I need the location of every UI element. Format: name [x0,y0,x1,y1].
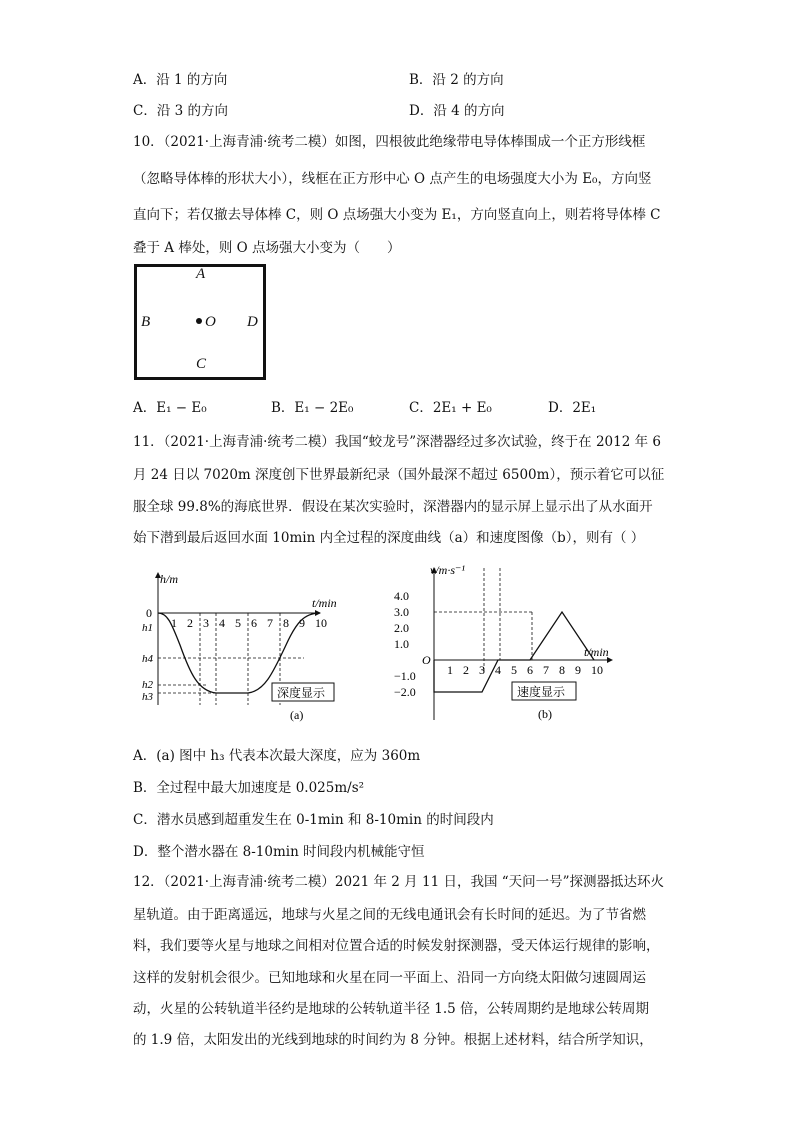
tick-label: 7 [267,616,273,630]
y-tick-label: 1.0 [394,637,409,651]
rod-label-a: A [196,266,206,282]
y-tick-label: 2.0 [394,621,409,635]
q12-stem-line: 星轨道。由于距离遥远，地球与火星之间的无线电通讯会有长时间的延迟。为了节省燃 [133,907,646,923]
q10-stem-line: （忽略导体棒的形状大小），线框在正方形中心 O 点产生的电场强度大小为 E₀，方向竖 [133,171,652,187]
y-tick-label: −1.0 [394,669,416,683]
tick-label: 9 [575,663,581,677]
q11-option-d: D．整个潜水器在 8-10min 时间段内机械能守恒 [133,844,425,860]
origin-label: 0 [146,606,152,620]
depth-graph [140,565,350,725]
tick-label: 8 [559,663,565,677]
tick-label: 3 [479,663,485,677]
tick-label: 8 [283,616,289,630]
q9-option-d: D．沿 4 的方向 [409,103,505,119]
tick-label: 4 [219,616,225,630]
rod-label-c: C [196,356,207,372]
tick-label: 2 [187,616,193,630]
q12-stem-line: 这样的发射机会很少。已知地球和火星在同一平面上、沿同一方向绕太阳做匀速圆周运 [133,970,646,986]
rod-label-d: D [247,314,258,330]
q12-stem-line: 12．（2021·上海青浦·统考二模）2021 年 2 月 11 日，我国 “天问一号”探测器抵达环火 [133,874,665,890]
q11-stem-line: 11．（2021·上海青浦·统考二模）我国“蛟龙号”深潜器经过多次试验，终于在 2012 年 6 [133,434,661,450]
h4-label: h4 [142,653,153,665]
q11-stem-line: 服全球 99.8%的海底世界．假设在某次实验时，深潜器内的显示屏上显示出了从水面开 [133,499,653,515]
caption-b: (b) [538,707,552,721]
q9-option-a: A．沿 1 的方向 [133,72,228,88]
h1-label: h1 [142,622,153,634]
tick-label: 1 [171,616,177,630]
tick-label: 10 [315,616,327,630]
center-label-o: O [205,314,216,330]
origin-label: O [422,653,431,667]
q10-option-a: A．E₁ − E₀ [133,400,207,416]
q12-stem-line: 的 1.9 倍，太阳发出的光线到地球的时间约为 8 分钟。根据上述材料，结合所学知识， [133,1032,653,1048]
tick-label: 4 [495,663,501,677]
q11-stem-line: 始下潜到最后返回水面 10min 内全过程的深度曲线（a）和速度图像（b），则有（ ） [133,530,645,546]
velocity-line [434,612,594,692]
tick-label: 3 [203,616,209,630]
tick-label: 5 [511,663,517,677]
q9-option-b: B．沿 2 的方向 [409,72,504,88]
q10-stem-line: 直向下；若仅撤去导体棒 C，则 O 点场强大小变为 E₁，方向竖直向上，则若将导体棒 C [133,207,661,223]
q10-stem-line: 10．（2021·上海青浦·统考二模）如图，四根彼此绝缘带电导体棒围成一个正方形线框 [133,134,646,150]
q11-option-a: A．(a) 图中 h₃ 代表本次最大深度，应为 360m [133,748,421,764]
q12-stem-line: 动，火星的公转轨道半径约是地球的公转轨道半径 1.5 倍，公转周期约是地球公转周期 [133,1001,650,1017]
y-tick-label: −2.0 [394,685,416,699]
tick-label: 2 [463,663,469,677]
tick-label: 9 [299,616,305,630]
q12-stem-line: 料，我们要等火星与地球之间相对位置合适的时候发射探测器，受天体运行规律的影响， [133,938,660,954]
h-axis-label: h/m [160,572,178,586]
tick-label: 10 [591,663,603,677]
v-axis-label: v/m·s⁻¹ [430,563,465,577]
q10-stem-line: 叠于 A 棒处，则 O 点场强大小变为（ ） [133,240,401,256]
velocity-graph [392,560,622,725]
caption-a: (a) [290,708,304,722]
tick-label: 6 [251,616,257,630]
q11-option-c: C．潜水员感到超重发生在 0-1min 和 8-10min 的时间段内 [133,812,494,828]
rod-label-b: B [141,314,151,330]
y-tick-label: 4.0 [394,589,409,603]
t-axis-label: t/min [312,596,337,610]
q10-option-c: C．2E₁ + E₀ [409,400,492,416]
velocity-display-label: 速度显示 [517,685,566,699]
h3-label: h3 [142,691,153,703]
q9-option-c: C．沿 3 的方向 [133,103,229,119]
center-point-icon [196,318,202,324]
q10-option-d: D．2E₁ [548,400,597,416]
tick-label: 6 [527,663,533,677]
tick-label: 1 [447,663,453,677]
q11-option-b: B．全过程中最大加速度是 0.025m/s² [133,780,365,796]
depth-display-label: 深度显示 [277,686,326,700]
y-tick-label: 3.0 [394,605,409,619]
q11-stem-line: 月 24 日以 7020m 深度创下世界最新纪录（国外最深不超过 6500m），预示着它可以征 [133,467,665,483]
t-axis-label: t/min [584,645,609,659]
h2-label: h2 [142,679,153,691]
q10-option-b: B．E₁ − 2E₀ [271,400,354,416]
tick-label: 7 [543,663,549,677]
tick-label: 5 [235,616,241,630]
